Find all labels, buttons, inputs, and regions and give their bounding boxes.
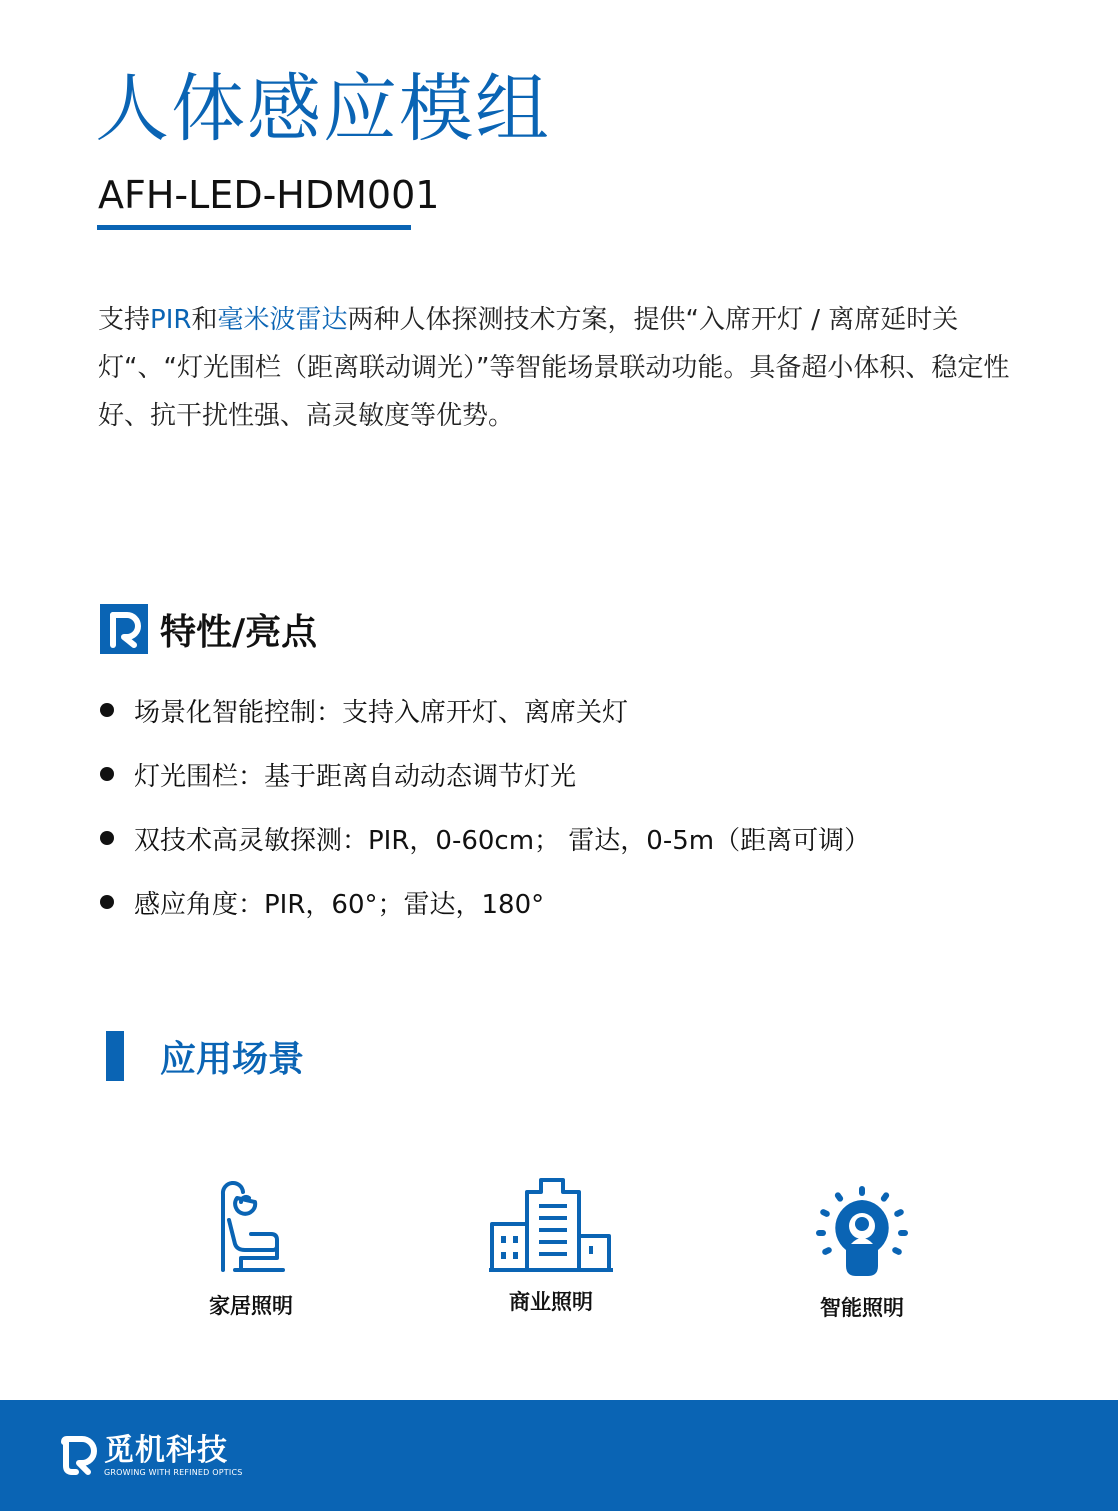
applications-title: 应用场景	[160, 1038, 305, 1080]
scene-label: 商业照明	[509, 1290, 593, 1314]
feature-text: 感应角度：PIR，60°；雷达，180°	[134, 889, 545, 920]
bullet-icon	[100, 703, 114, 717]
list-item	[100, 806, 870, 870]
features-title: 特性/亮点	[160, 611, 318, 653]
smart-bulb-icon	[816, 1186, 908, 1278]
footer-brand	[60, 1433, 243, 1477]
scene-home-lighting	[171, 1180, 331, 1320]
section-bar	[106, 1031, 124, 1081]
list-item	[100, 870, 870, 934]
bullet-icon	[100, 767, 114, 781]
feature-text: 灯光围栏：基于距离自动动态调节灯光	[134, 761, 577, 792]
page-title: 人体感应模组	[95, 66, 551, 152]
applications-heading	[106, 1031, 304, 1081]
intro-text-1: 支持	[98, 305, 151, 335]
scene-smart-lighting	[782, 1186, 942, 1322]
intro-highlight-pir: PIR	[150, 305, 192, 335]
feature-text: 场景化智能控制：支持入席开灯、离席关灯	[134, 697, 629, 728]
intro-paragraph	[98, 296, 1013, 440]
list-item	[100, 742, 870, 806]
brand-slogan: GROWING WITH REFINED OPTICS	[104, 1468, 243, 1477]
footer	[0, 1400, 1118, 1511]
intro-highlight-radar: 毫米波雷达	[217, 305, 348, 335]
home-lighting-icon	[211, 1180, 291, 1276]
features-heading	[100, 604, 317, 654]
brand-name: 觅机科技	[104, 1433, 228, 1468]
bullet-icon	[100, 831, 114, 845]
scene-label: 智能照明	[820, 1296, 904, 1320]
list-item	[100, 678, 870, 742]
intro-text-2: 和	[191, 305, 218, 335]
scene-label: 家居照明	[209, 1294, 293, 1318]
brand-logo-icon	[60, 1436, 98, 1476]
commercial-building-icon	[489, 1176, 613, 1272]
intro-text-3: 两种人体探测技术方案，提供“入席开灯 / 离席延时关灯“、“灯光围栏（距离联动调光）”等智能场景联动功能。具备超小体积、稳定性好、抗干扰性强、高灵敏度等优势。	[98, 305, 1010, 431]
brand-logo-icon	[100, 604, 148, 654]
model-number: AFH-LED-HDM001	[98, 173, 440, 217]
feature-text: 双技术高灵敏探测：PIR，0-60cm； 雷达，0-5m（距离可调）	[134, 825, 871, 856]
bullet-icon	[100, 895, 114, 909]
scene-commercial-lighting	[471, 1176, 631, 1316]
model-underline	[97, 225, 411, 230]
feature-list	[100, 678, 870, 934]
